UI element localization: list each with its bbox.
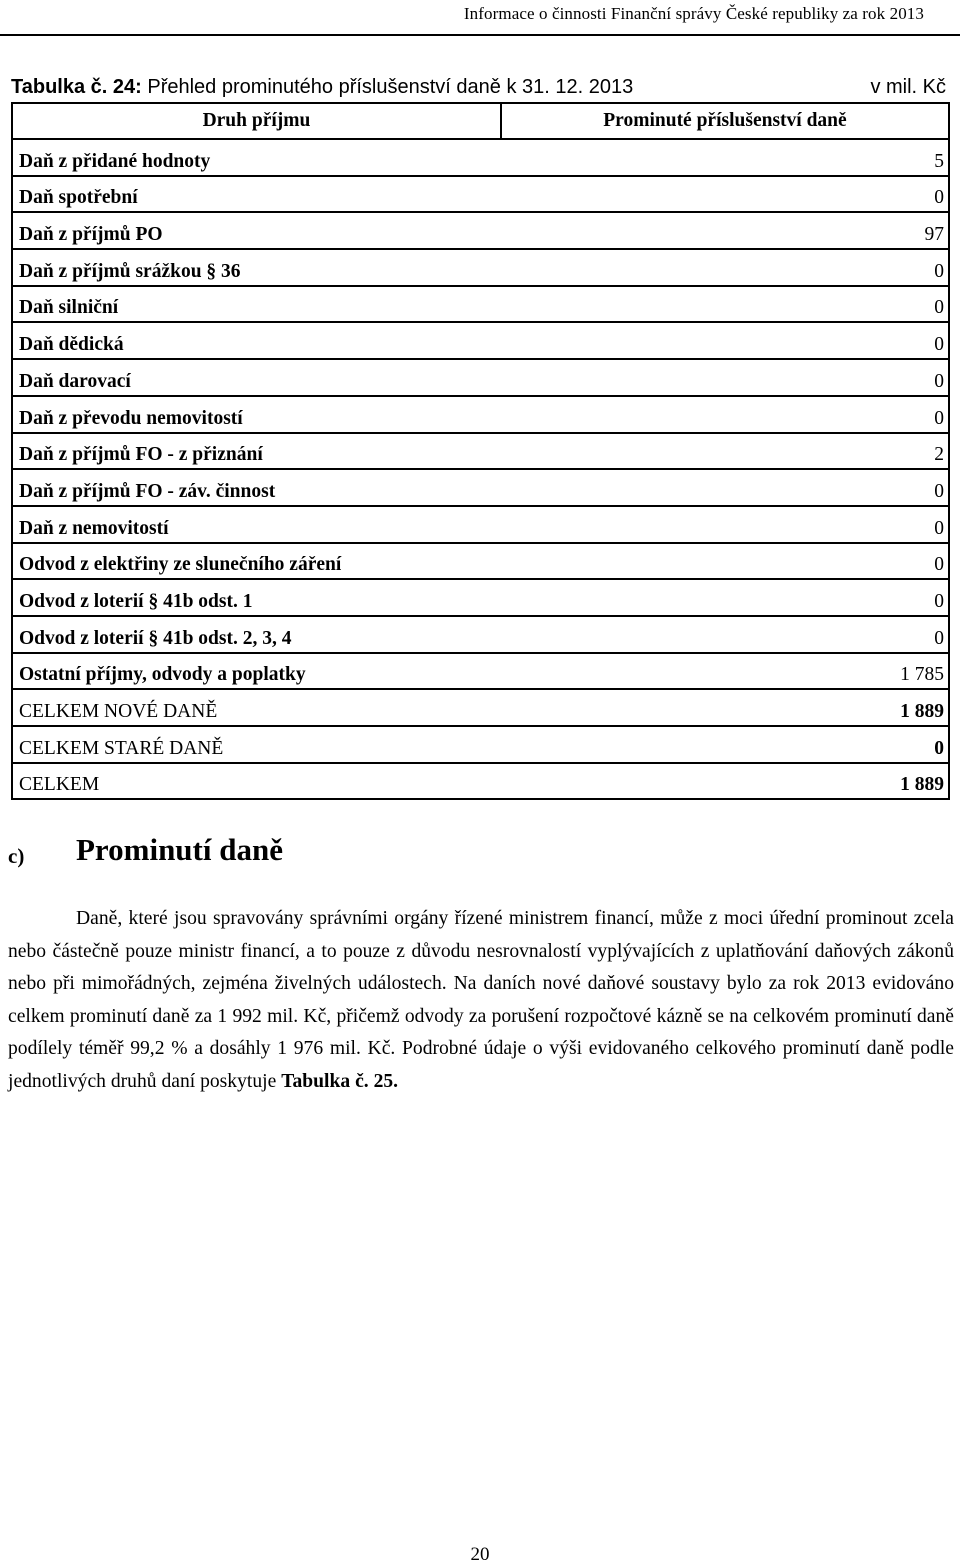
income-type-cell: Daň z příjmů FO - záv. činnost — [12, 469, 501, 506]
income-type-cell: Daň z příjmů FO - z přiznání — [12, 433, 501, 470]
income-type-cell: Daň z příjmů PO — [12, 212, 501, 249]
forgiven-amount-cell: 2 — [501, 433, 949, 470]
table-row — [12, 139, 949, 176]
income-type-cell: CELKEM NOVÉ DANĚ — [12, 689, 501, 726]
forgiven-amount-cell: 97 — [501, 212, 949, 249]
table-total-row — [12, 726, 949, 763]
forgiven-amount-cell: 1 889 — [501, 763, 949, 800]
forgiven-amount-cell: 0 — [501, 579, 949, 616]
income-type-cell: Daň z nemovitostí — [12, 506, 501, 543]
income-type-cell: Daň darovací — [12, 359, 501, 396]
income-type-cell: Odvod z loterií § 41b odst. 1 — [12, 579, 501, 616]
table-row — [12, 322, 949, 359]
income-type-cell: Daň z převodu nemovitostí — [12, 396, 501, 433]
income-type-cell: Odvod z loterií § 41b odst. 2, 3, 4 — [12, 616, 501, 653]
income-type-cell: Daň silniční — [12, 286, 501, 323]
table-total-row — [12, 689, 949, 726]
column-header-forgiven-accessories: Prominuté příslušenství daně — [501, 103, 949, 139]
forgiven-amount-cell: 0 — [501, 469, 949, 506]
forgiven-amount-cell: 0 — [501, 506, 949, 543]
body-paragraph — [8, 903, 954, 1099]
forgiven-amount-cell: 5 — [501, 139, 949, 176]
income-type-cell: Daň z přidané hodnoty — [12, 139, 501, 176]
body-paragraph-text: Daně, které jsou spravovány správními orgány řízené ministrem financí, může z moci úřední prominout zcela nebo částečně pouze ministr financí, a to pouze z důvodu nesrovnalostí vyplývajících z uplatňování daňových zákonů nebo při mimořádných, zejména živelných událostech. Na daních nové daňové soustavy bylo za rok 2013 evidováno celkem prominutí daně za 1 992 mil. Kč, přičemž odvody za porušení rozpočtové kázně se na celkovém prominutí daně podílely téměř 99,2 % a dosáhly 1 976 mil. Kč. Podrobné údaje o výši evidovaného celkového prominutí daně podle jednotlivých druhů daní poskytuje — [8, 908, 954, 1092]
income-type-cell: Daň dědická — [12, 322, 501, 359]
table-header-row — [12, 103, 949, 139]
forgiven-amount-cell: 0 — [501, 322, 949, 359]
header-rule — [0, 34, 960, 36]
table-row — [12, 506, 949, 543]
income-type-cell: CELKEM — [12, 763, 501, 800]
table-row — [12, 543, 949, 580]
page-number: 20 — [470, 1544, 490, 1565]
table-row — [12, 616, 949, 653]
forgiven-amount-cell: 0 — [501, 616, 949, 653]
table-row — [12, 212, 949, 249]
table-caption-text: Přehled prominutého příslušenství daně k 31. 12. 2013 — [141, 76, 634, 98]
forgiven-amount-cell: 1 785 — [501, 653, 949, 690]
table-reference: Tabulka č. 25 — [281, 1070, 394, 1092]
table-caption-label: Tabulka č. 24: — [11, 76, 142, 98]
column-header-income-type: Druh příjmu — [12, 103, 501, 139]
forgiven-amount-cell: 0 — [501, 286, 949, 323]
income-type-cell: Daň spotřební — [12, 176, 501, 213]
forgiven-amount-cell: 0 — [501, 359, 949, 396]
income-type-cell: Odvod z elektřiny ze slunečního záření — [12, 543, 501, 580]
forgiven-amount-cell: 0 — [501, 396, 949, 433]
table-row — [12, 359, 949, 396]
running-header: Informace o činnosti Finanční správy České republiky za rok 2013 — [463, 4, 924, 23]
forgiven-amount-cell: 0 — [501, 176, 949, 213]
income-type-cell: Daň z příjmů srážkou § 36 — [12, 249, 501, 286]
table-body — [12, 139, 949, 799]
table-row — [12, 249, 949, 286]
forgiven-accessories-table — [11, 102, 950, 800]
forgiven-amount-cell: 0 — [501, 249, 949, 286]
section-title: Prominutí daně — [76, 832, 283, 867]
table-reference-period: . — [393, 1070, 399, 1092]
table-total-row — [12, 763, 949, 800]
forgiven-amount-cell: 0 — [501, 543, 949, 580]
table-row — [12, 433, 949, 470]
income-type-cell: CELKEM STARÉ DANĚ — [12, 726, 501, 763]
table-row — [12, 286, 949, 323]
table-row — [12, 579, 949, 616]
table-unit: v mil. Kč — [870, 76, 946, 98]
section-letter: c) — [8, 844, 25, 868]
table-row — [12, 469, 949, 506]
forgiven-amount-cell: 1 889 — [501, 689, 949, 726]
table-caption — [11, 74, 946, 100]
income-type-cell: Ostatní příjmy, odvody a poplatky — [12, 653, 501, 690]
table-row — [12, 653, 949, 690]
forgiven-amount-cell: 0 — [501, 726, 949, 763]
table-row — [12, 176, 949, 213]
table-row — [12, 396, 949, 433]
